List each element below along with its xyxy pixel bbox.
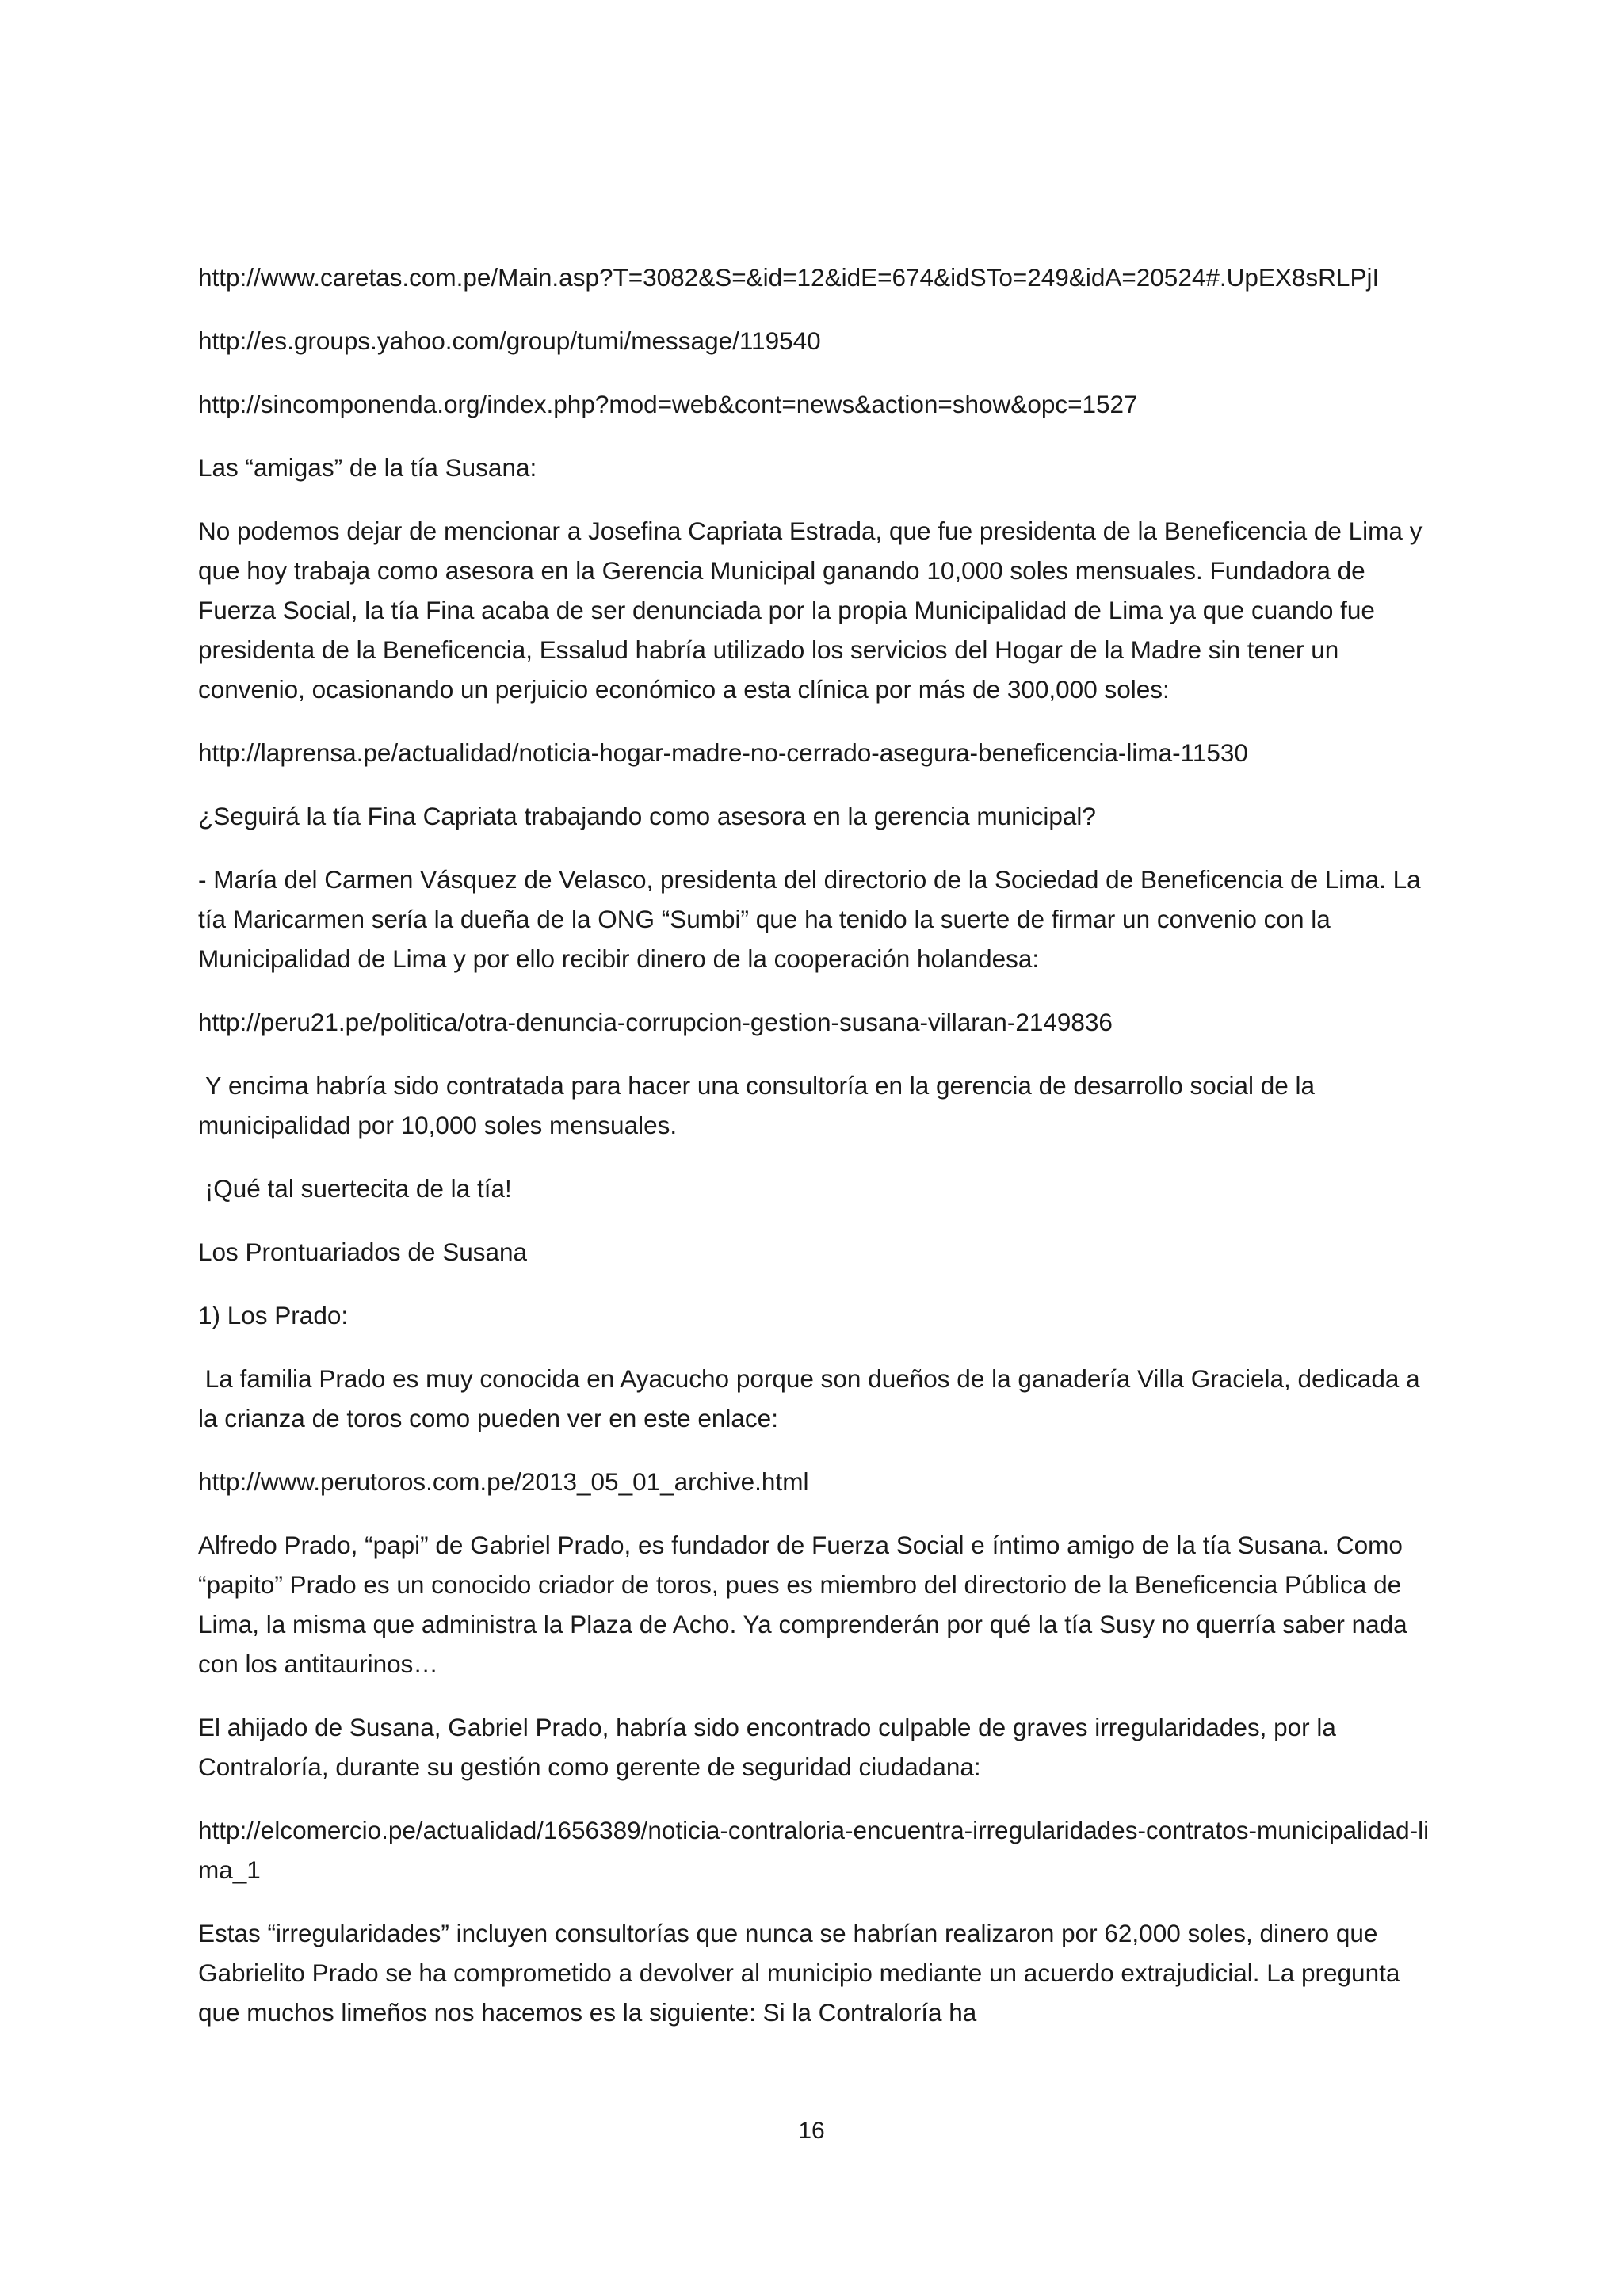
reference-url: http://es.groups.yahoo.com/group/tumi/message/119540 xyxy=(198,326,821,355)
page-body xyxy=(198,257,1434,2056)
body-paragraph: El ahijado de Susana, Gabriel Prado, habría sido encontrado culpable de graves irregularidades, por la Contraloría, durante su gestión como gerente de seguridad ciudadana: xyxy=(198,1713,1336,1781)
reference-url: http://www.caretas.com.pe/Main.asp?T=3082&S=&id=12&idE=674&idSTo=249&idA=20524#.UpEX8sRLPjI xyxy=(198,263,1380,292)
body-paragraph: Alfredo Prado, “papi” de Gabriel Prado, es fundador de Fuerza Social e íntimo amigo de la tía Susana. Como “papito” Prado es un conocido criador de toros, pues es miembro del directorio de la Beneficencia Pública de Lima, la misma que administra la Plaza de Acho. Ya comprenderán por qué la tía Susy no querría saber nada con los antitaurinos… xyxy=(198,1531,1407,1678)
body-paragraph: ¿Seguirá la tía Fina Capriata trabajando como asesora en la gerencia municipal? xyxy=(198,802,1096,830)
reference-url: http://elcomercio.pe/actualidad/1656389/noticia-contraloria-encuentra-irregularidades-contratos-municipalidad-lima_1 xyxy=(198,1816,1430,1884)
body-paragraph: Estas “irregularidades” incluyen consultorías que nunca se habrían realizaron por 62,000 soles, dinero que Gabrielito Prado se ha comprometido a devolver al municipio mediante un acuerdo extrajudicial. La pregunta que muchos limeños nos hacemos es la siguiente: Si la Contraloría ha xyxy=(198,1919,1400,2027)
page-number: 16 xyxy=(798,2118,825,2144)
body-paragraph: ¡Qué tal suertecita de la tía! xyxy=(198,1174,512,1203)
body-paragraph: No podemos dejar de mencionar a Josefina Capriata Estrada, que fue presidenta de la Beneficencia de Lima y que hoy trabaja como asesora en la Gerencia Municipal ganando 10,000 soles mensuales. Fundadora de Fuerza Social, la tía Fina acaba de ser denunciada por la propia Municipalidad de Lima ya que cuando fue presidenta de la Beneficencia, Essalud habría utilizado los servicios del Hogar de la Madre sin tener un convenio, ocasionando un perjuicio económico a esta clínica por más de 300,000 soles: xyxy=(198,517,1423,704)
body-paragraph: Y encima habría sido contratada para hacer una consultoría en la gerencia de desarrollo social de la municipalidad por 10,000 soles mensuales. xyxy=(198,1071,1322,1139)
body-paragraph: - María del Carmen Vásquez de Velasco, presidenta del directorio de la Sociedad de Beneficencia de Lima. La tía Maricarmen sería la dueña de la ONG “Sumbi” que ha tenido la suerte de firmar un convenio con la Municipalidad de Lima y por ello recibir dinero de la cooperación holandesa: xyxy=(198,865,1421,973)
body-paragraph: La familia Prado es muy conocida en Ayacucho porque son dueños de la ganadería Villa Graciela, dedicada a la crianza de toros como pueden ver en este enlace: xyxy=(198,1364,1427,1432)
reference-url: http://peru21.pe/politica/otra-denuncia-corrupcion-gestion-susana-villaran-2149836 xyxy=(198,1008,1113,1036)
reference-url: http://sincomponenda.org/index.php?mod=web&cont=news&action=show&opc=1527 xyxy=(198,390,1138,418)
section-heading: 1) Los Prado: xyxy=(198,1301,349,1329)
section-heading: Las “amigas” de la tía Susana: xyxy=(198,453,537,482)
section-heading: Los Prontuariados de Susana xyxy=(198,1238,528,1266)
reference-url: http://www.perutoros.com.pe/2013_05_01_archive.html xyxy=(198,1467,809,1496)
reference-url: http://laprensa.pe/actualidad/noticia-hogar-madre-no-cerrado-asegura-beneficencia-lima-11530 xyxy=(198,738,1248,767)
